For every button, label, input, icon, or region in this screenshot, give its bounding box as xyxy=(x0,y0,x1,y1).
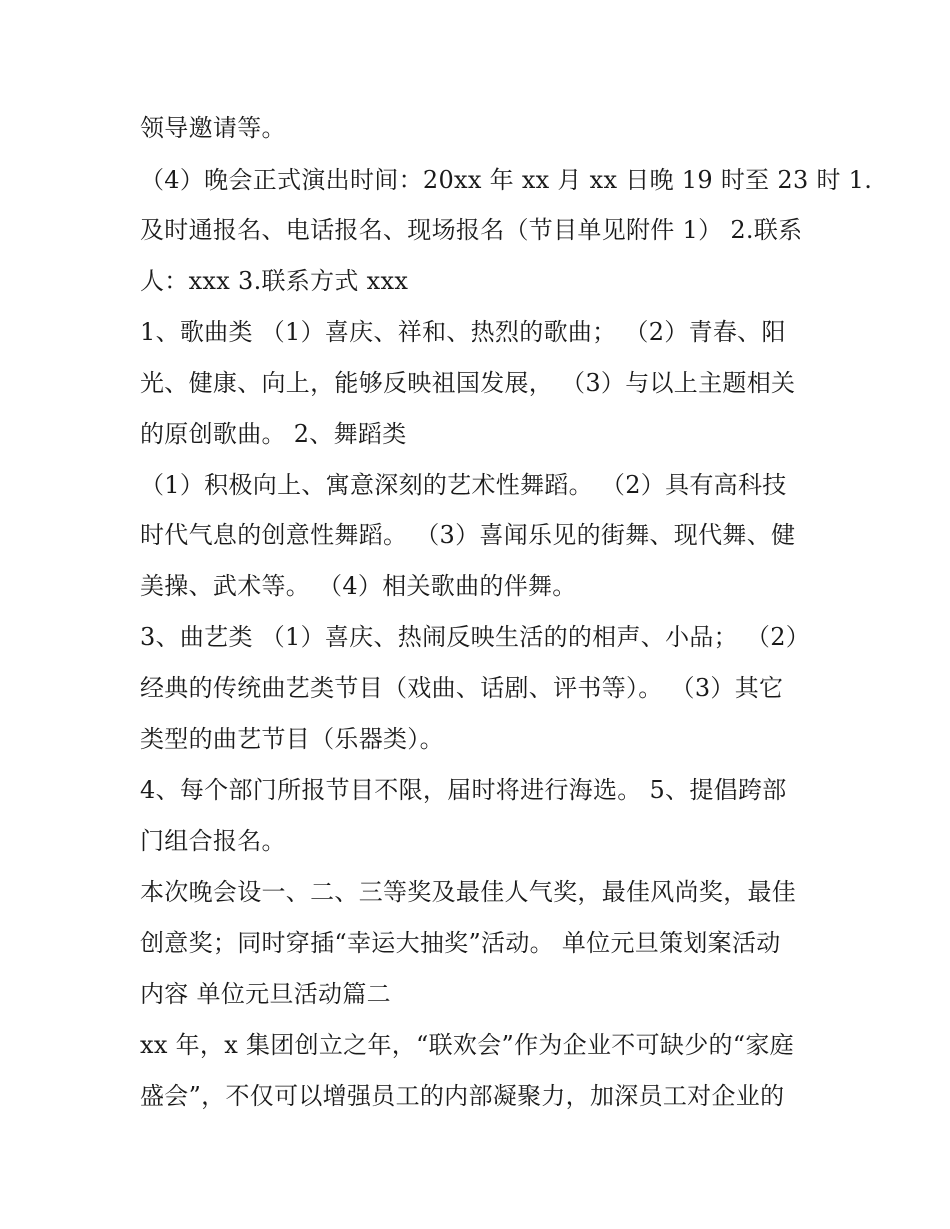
text-line: 1、歌曲类 （1）喜庆、祥和、热烈的歌曲； （2）青春、阳 xyxy=(140,318,786,346)
text-line: 的原创歌曲。 2、舞蹈类 xyxy=(140,420,407,448)
text-line: 类型的曲艺节目（乐器类）。 xyxy=(140,725,444,753)
text-line: 美操、武术等。 （4）相关歌曲的伴舞。 xyxy=(140,572,577,600)
text-line: 领导邀请等。 xyxy=(140,114,286,142)
text-line: 3、曲艺类 （1）喜庆、热闹反映生活的的相声、小品； （2） xyxy=(140,623,811,651)
text-line: 经典的传统曲艺类节目（戏曲、话剧、评书等）。 （3）其它 xyxy=(140,674,784,702)
text-line: 内容 单位元旦活动篇二 xyxy=(140,980,391,1008)
text-line: （1）积极向上、寓意深刻的艺术性舞蹈。 （2）具有高科技 xyxy=(140,471,787,499)
text-line: 门组合报名。 xyxy=(140,827,286,855)
text-line: 人：xxx 3.联系方式 xxx xyxy=(140,267,409,295)
text-line: 4、每个部门所报节目不限，届时将进行海选。 5、提倡跨部 xyxy=(140,776,787,804)
text-line: 本次晚会设一、二、三等奖及最佳人气奖，最佳风尚奖，最佳 xyxy=(140,878,797,906)
text-line: 盛会”，不仅可以增强员工的内部凝聚力，加深员工对企业的 xyxy=(140,1082,785,1110)
text-line: xx 年，x 集团创立之年，“联欢会”作为企业不可缺少的“家庭 xyxy=(140,1031,794,1059)
text-line: 及时通报名、电话报名、现场报名（节目单见附件 1） 2.联系 xyxy=(140,216,803,244)
text-line: 光、健康、向上，能够反映祖国发展， （3）与以上主题相关 xyxy=(140,369,796,397)
text-line: 时代气息的创意性舞蹈。 （3）喜闻乐见的街舞、现代舞、健 xyxy=(140,521,796,549)
text-line: （4）晚会正式演出时间：20xx 年 xx 月 xx 日晚 19 时至 23 时 1. xyxy=(140,166,873,194)
text-line: 创意奖；同时穿插“幸运大抽奖”活动。 单位元旦策划案活动 xyxy=(140,929,781,957)
